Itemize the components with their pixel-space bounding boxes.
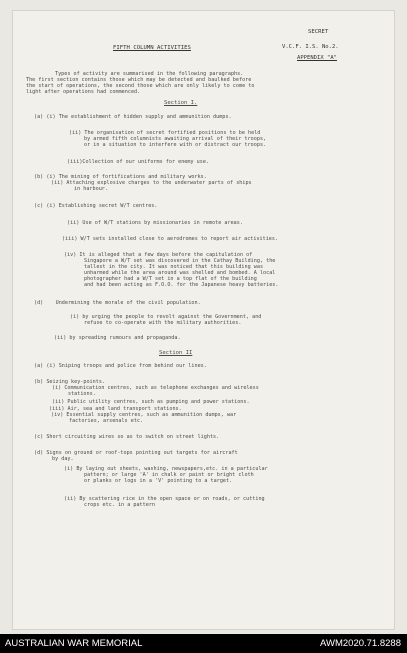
paragraph: (iii) W/T sets installed close to aerodromes to report air activities. xyxy=(62,236,279,242)
paragraph: (a) (i) Sniping troops and police from behind our lines. xyxy=(34,363,207,369)
document-page xyxy=(12,10,395,630)
paragraph: (a) (i) The establishment of hidden supply and ammunition dumps. xyxy=(34,114,232,120)
paragraph: (iv) It is alleged that a few days before the capitulation of xyxy=(64,252,253,258)
paragraph: refuse to co-operate with the military authorities. xyxy=(84,320,242,326)
section-heading: Section II xyxy=(159,350,193,356)
intro-line: The first section contains those which may be detected and baulked before xyxy=(26,77,252,83)
paragraph: (c) (i) Establishing secret W/T centres. xyxy=(34,203,158,209)
paragraph: (i) Communication centres, such as telephone exchanges and wireless xyxy=(52,385,259,391)
intro-line: the start of operations, the second those which are only likely to come to xyxy=(26,83,255,89)
paragraph: (ii) Public utility centres, such as pumping and power stations. xyxy=(52,399,250,405)
security-classification: SECRET xyxy=(308,29,329,35)
paragraph: photographer had a W/T set in a top flat of the building xyxy=(84,276,257,282)
archive-reference: AWM2020.71.8288 xyxy=(320,638,401,649)
paragraph: factories, arsenals etc. xyxy=(69,418,144,424)
paragraph: (d) Undermining the morale of the civil population. xyxy=(34,300,201,306)
paragraph: (b) Seizing key-points. xyxy=(34,379,105,385)
paragraph: or planks or logs in a 'V' pointing to a target. xyxy=(84,478,233,484)
paragraph: (i) By laying out sheets, washing, newspapers,etc. in a particular xyxy=(64,466,268,472)
paragraph: and had been acting as F.O.O. for the Japanese heavy batteries. xyxy=(84,282,279,288)
paragraph: (i) by urging the people to revolt against the Government, and xyxy=(70,314,262,320)
intro-line: light after operations had commenced. xyxy=(26,89,141,95)
paragraph: (c) Short circuiting wires so as to switch on street lights. xyxy=(34,434,220,440)
paragraph: (ii) by spreading rumours and propaganda. xyxy=(54,335,181,341)
paragraph: by armed fifth columnists awaiting arrival of their troops, xyxy=(84,136,267,142)
paragraph: (ii) By scattering rice in the open space or on roads, or cutting xyxy=(64,496,265,502)
paragraph: (ii) Attaching explosive charges to the underwater parts of ships xyxy=(51,180,252,186)
paragraph: (ii) The organisation of secret fortified positions to be held xyxy=(69,130,261,136)
paragraph: pattern; or large 'A' in chalk or paint or bright cloth xyxy=(84,472,254,478)
paragraph: (ii) Use of W/T stations by missionaries in remote areas. xyxy=(67,220,243,226)
archive-name: AUSTRALIAN WAR MEMORIAL xyxy=(5,638,143,649)
document-reference: V.C.F. I.S. No.2. xyxy=(282,44,339,50)
document-title: FIFTH COLUMN ACTIVITIES xyxy=(113,45,191,51)
section-heading: Section I. xyxy=(164,100,198,106)
paragraph: in harbour. xyxy=(74,186,108,192)
paragraph: Singapore a W/T set was discovered in the Cathay Building, the xyxy=(84,258,276,264)
appendix-label: APPENDIX "A" xyxy=(297,55,337,61)
paragraph: stations. xyxy=(68,391,96,397)
paragraph: (d) Signs on ground or roof-tops pointing out targets for aircraft xyxy=(34,450,238,456)
paragraph: (b) (i) The mining of fortifications and military works. xyxy=(34,174,207,180)
intro-line: Types of activity are summarised in the following paragraphs. xyxy=(55,71,244,77)
paragraph: (iv) Essential supply centres, such as ammunition dumps, war xyxy=(51,412,237,418)
paragraph: unharmed while the area around was shelled and bombed. A local xyxy=(84,270,276,276)
paragraph: by day. xyxy=(52,456,74,462)
paragraph: (iii)Collection of our uniforms for enemy use. xyxy=(67,159,209,165)
paragraph: tallest in the city. It was noticed that this building was xyxy=(84,264,264,270)
paragraph: (iii) Air, sea and land transport stations. xyxy=(49,406,182,412)
archive-footer-bar xyxy=(0,634,407,653)
paragraph: or in a situation to interfere with or distract our troops. xyxy=(84,142,267,148)
paragraph: crops etc. in a pattern xyxy=(84,502,155,508)
